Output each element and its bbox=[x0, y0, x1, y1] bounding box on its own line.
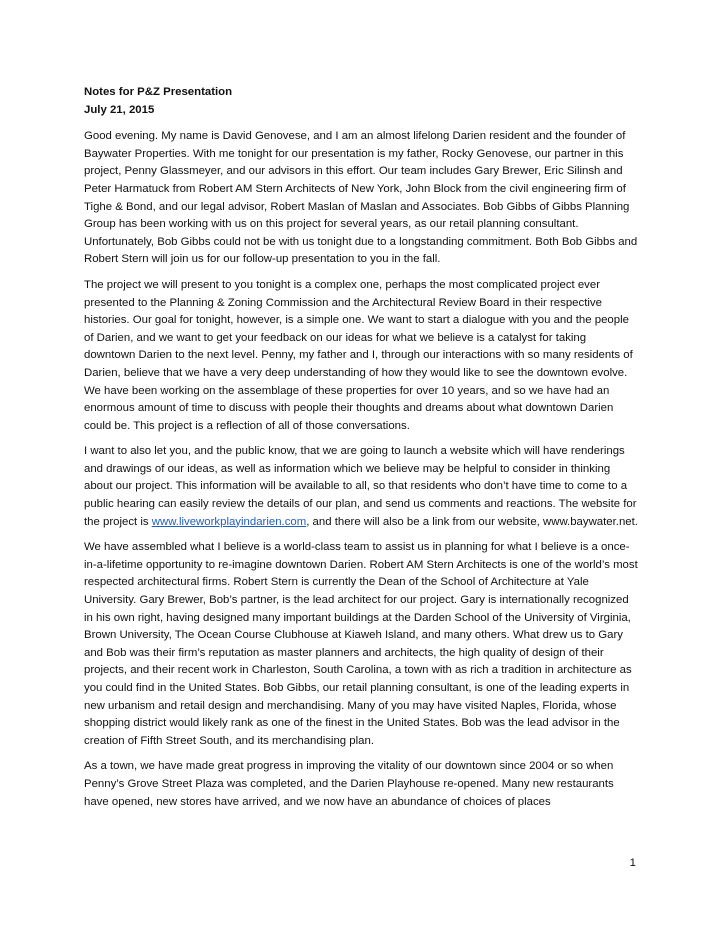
website-text-after: , and there will also be a link from our website, www.baywater.net. bbox=[306, 515, 638, 528]
paragraph-project-goal: The project we will present to you tonight is a complex one, perhaps the most complicated project ever presented to the Planning & Zoning Commission and the Architectural Review Board in their respective histories. Our goal for tonight, however, is a simple one. We want to start a dialogue with you and the people of Darien, and we want to get your feedback on our ideas for what we believe is a catalyst for taking downtown Darien to the next level. Penny, my father and I, through our interactions with so many residents of Darien, believe that we have a very deep understanding of how they would like to see the downtown evolve. We have been working on the assemblage of these properties for over 10 years, and so we have had an enormous amount of time to discuss with people their thoughts and dreams about what downtown Darien could be. This project is a reflection of all of those conversations. bbox=[84, 278, 633, 432]
website-link[interactable]: www.liveworkplayindarien.com bbox=[151, 515, 307, 528]
paragraph-website bbox=[84, 443, 640, 531]
website-text-before: I want to also let you, and the public know, that we are going to launch a website which will have renderings and drawings of our ideas, as well as information which we believe may be helpful to consider in thinking about our project. This information will be available to all, so that residents who don’t have time to come to a public hearing can easily review the details of our plan, and send us comments and reactions. The website for the project is bbox=[84, 445, 637, 528]
paragraph-introduction: Good evening. My name is David Genovese, and I am an almost lifelong Darien resident and the founder of Baywater Properties. With me tonight for our presentation is my father, Rocky Genovese, our partner in this project, Penny Glassmeyer, and our advisors in this effort. Our team includes Gary Brewer, Eric Silinsh and Peter Harmatuck from Robert AM Stern Architects of New York, John Block from the civil engineering firm of Tighe & Bond, and our legal advisor, Robert Maslan of Maslan and Associates. Bob Gibbs of Gibbs Planning Group has been working with us on this project for several years, as our retail planning consultant. Unfortunately, Bob Gibbs could not be with us tonight due to a longstanding commitment. Both Bob Gibbs and Robert Stern will join us for our follow-up presentation to you in the fall. bbox=[84, 130, 638, 266]
document-body bbox=[84, 84, 640, 819]
document-title: Notes for P&Z Presentation bbox=[84, 86, 233, 98]
paragraph-team: We have assembled what I believe is a world-class team to assist us in planning for what I believe is a once-in-a-lifetime opportunity to re-imagine downtown Darien. Robert AM Stern Architects is one of the world’s most respected architectural firms. Robert Stern is currently the Dean of the School of Architecture at Yale University. Gary Brewer, Bob’s partner, is the lead architect for our project. Gary is internationally recognized in his own right, having designed many important buildings at the Darden School of the University of Virginia, Brown University, The Ocean Course Clubhouse at Kiaweh Island, and many others. What drew us to Gary and Bob was their firm’s reputation as master planners and architects, the high quality of design of their projects, and their recent work in Charleston, South Carolina, a town with as rich a tradition in architecture as you could find in the United States. Bob Gibbs, our retail planning consultant, is one of the leading experts in new urbanism and retail design and merchandising. Many of you may have visited Naples, Florida, whose shopping district would likely rank as one of the finest in the United States. Bob was the lead advisor in the creation of Fifth Street South, and its merchandising plan. bbox=[84, 541, 638, 747]
paragraph-downtown-progress: As a town, we have made great progress in improving the vitality of our downtown since 2004 or so when Penny’s Grove Street Plaza was completed, and the Darien Playhouse re-opened. Many new restaurants have opened, new stores have arrived, and we now have an abundance of choices of places bbox=[84, 760, 614, 808]
page-number: 1 bbox=[629, 857, 636, 869]
document-date: July 21, 2015 bbox=[84, 103, 155, 116]
